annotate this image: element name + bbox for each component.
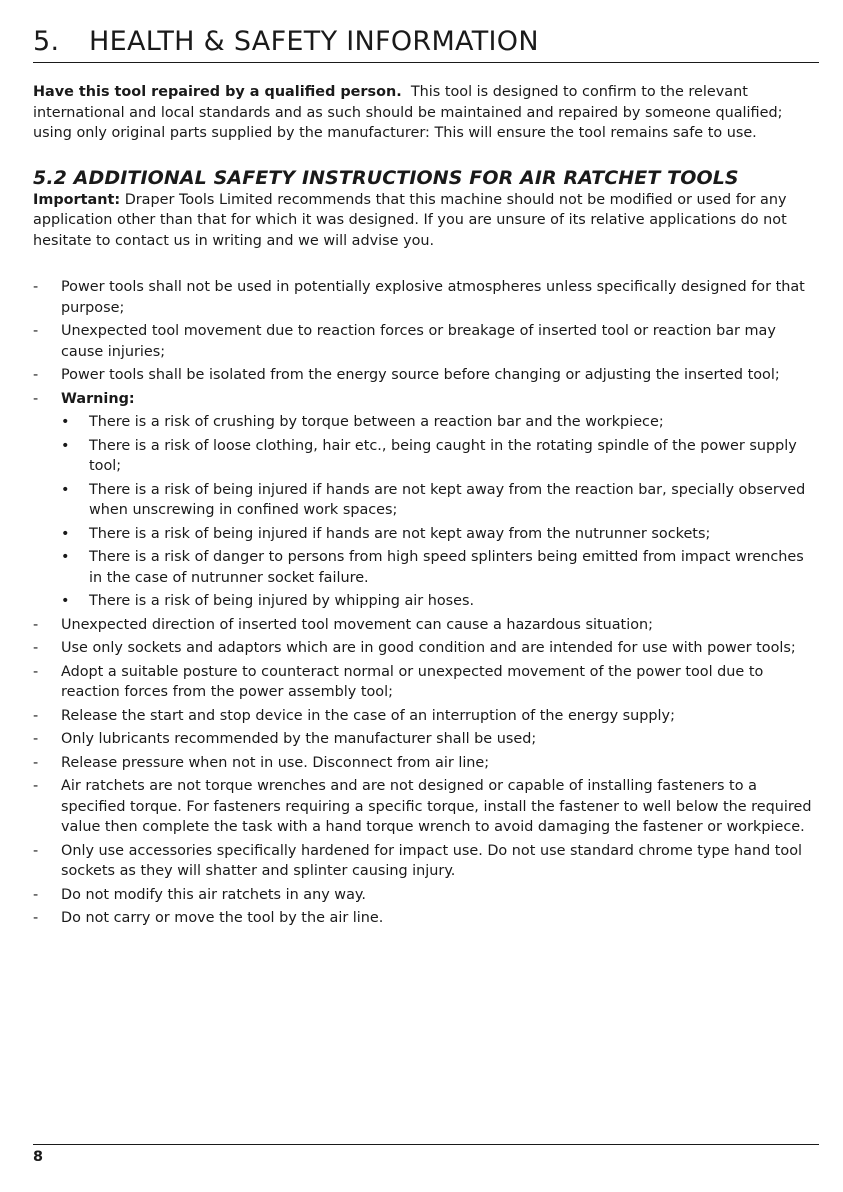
bullet-item: • There is a risk of danger to persons from high speed splinters being emitted from impact wrenches in the case of nutrunner socket failure. <box>61 547 819 588</box>
intro-text: This tool is designed to confirm to the relevant international and local standards and as such should be maintained and repaired by someone qualified; using only original parts supplied by the manufacturer: This will ensure the tool remains safe to use. <box>33 84 783 141</box>
intro-paragraph <box>33 82 819 144</box>
safety-list <box>33 277 819 929</box>
important-text: Draper Tools Limited recommends that this machine should not be modified or used for any application other than that for which it was designed. If you are unsure of its relative applications do not hesitate to contact us in writing and we will advise you. <box>33 191 787 249</box>
section-title: 5.2 ADDITIONAL SAFETY INSTRUCTIONS FOR AIR RATCHET TOOLS <box>33 166 739 189</box>
list-item: - Release the start and stop device in the case of an interruption of the energy supply; <box>33 706 819 727</box>
bullet-item: • There is a risk of loose clothing, hair etc., being caught in the rotating spindle of the power supply tool; <box>61 436 819 477</box>
list-item: - Unexpected direction of inserted tool movement can cause a hazardous situation; <box>33 615 819 636</box>
page-footer <box>33 1144 819 1165</box>
page-number: 8 <box>33 1149 44 1165</box>
list-item: - Do not carry or move the tool by the air line. <box>33 908 819 929</box>
bullet-item: • There is a risk of being injured if hands are not kept away from the reaction bar, specially observed when unscrewing in confined work spaces; <box>61 480 819 521</box>
heading-number: 5. <box>33 26 60 57</box>
list-item: - Unexpected tool movement due to reaction forces or breakage of inserted tool or reaction bar may cause injuries; <box>33 321 819 362</box>
warning-item <box>33 389 819 612</box>
bullet-item: • There is a risk of crushing by torque between a reaction bar and the workpiece; <box>61 412 819 433</box>
page-content <box>33 26 819 932</box>
bullet-item: • There is a risk of being injured by whipping air hoses. <box>61 591 819 612</box>
page-heading <box>33 26 819 63</box>
list-item: - Release pressure when not in use. Disconnect from air line; <box>33 753 819 774</box>
list-item: - Power tools shall be isolated from the energy source before changing or adjusting the inserted tool; <box>33 365 819 386</box>
warning-label: - Warning: <box>61 390 135 407</box>
important-paragraph <box>33 190 819 252</box>
intro-bold: Have this tool repaired by a qualified person. <box>33 84 402 100</box>
list-item: - Do not modify this air ratchets in any way. <box>33 885 819 906</box>
list-item: - Only use accessories specifically hardened for impact use. Do not use standard chrome type hand tool sockets as they will shatter and splinter causing injury. <box>33 841 819 882</box>
list-item: - Power tools shall not be used in potentially explosive atmospheres unless specifically designed for that purpose; <box>33 277 819 318</box>
list-item: - Only lubricants recommended by the manufacturer shall be used; <box>33 729 819 750</box>
bullet-item: • There is a risk of being injured if hands are not kept away from the nutrunner sockets; <box>61 524 819 545</box>
warning-bullets <box>61 412 819 612</box>
list-item: - Air ratchets are not torque wrenches and are not designed or capable of installing fasteners to a specified torque. For fasteners requiring a specific torque, install the fastener to well below the required value then complete the task with a hand torque wrench to avoid damaging the fastener or workpiece. <box>33 776 819 838</box>
important-label: Important: <box>33 191 121 208</box>
list-item: - Adopt a suitable posture to counteract normal or unexpected movement of the power tool due to reaction forces from the power assembly tool; <box>33 662 819 703</box>
list-item: - Use only sockets and adaptors which are in good condition and are intended for use with power tools; <box>33 638 819 659</box>
heading-title: HEALTH & SAFETY INFORMATION <box>89 26 539 57</box>
